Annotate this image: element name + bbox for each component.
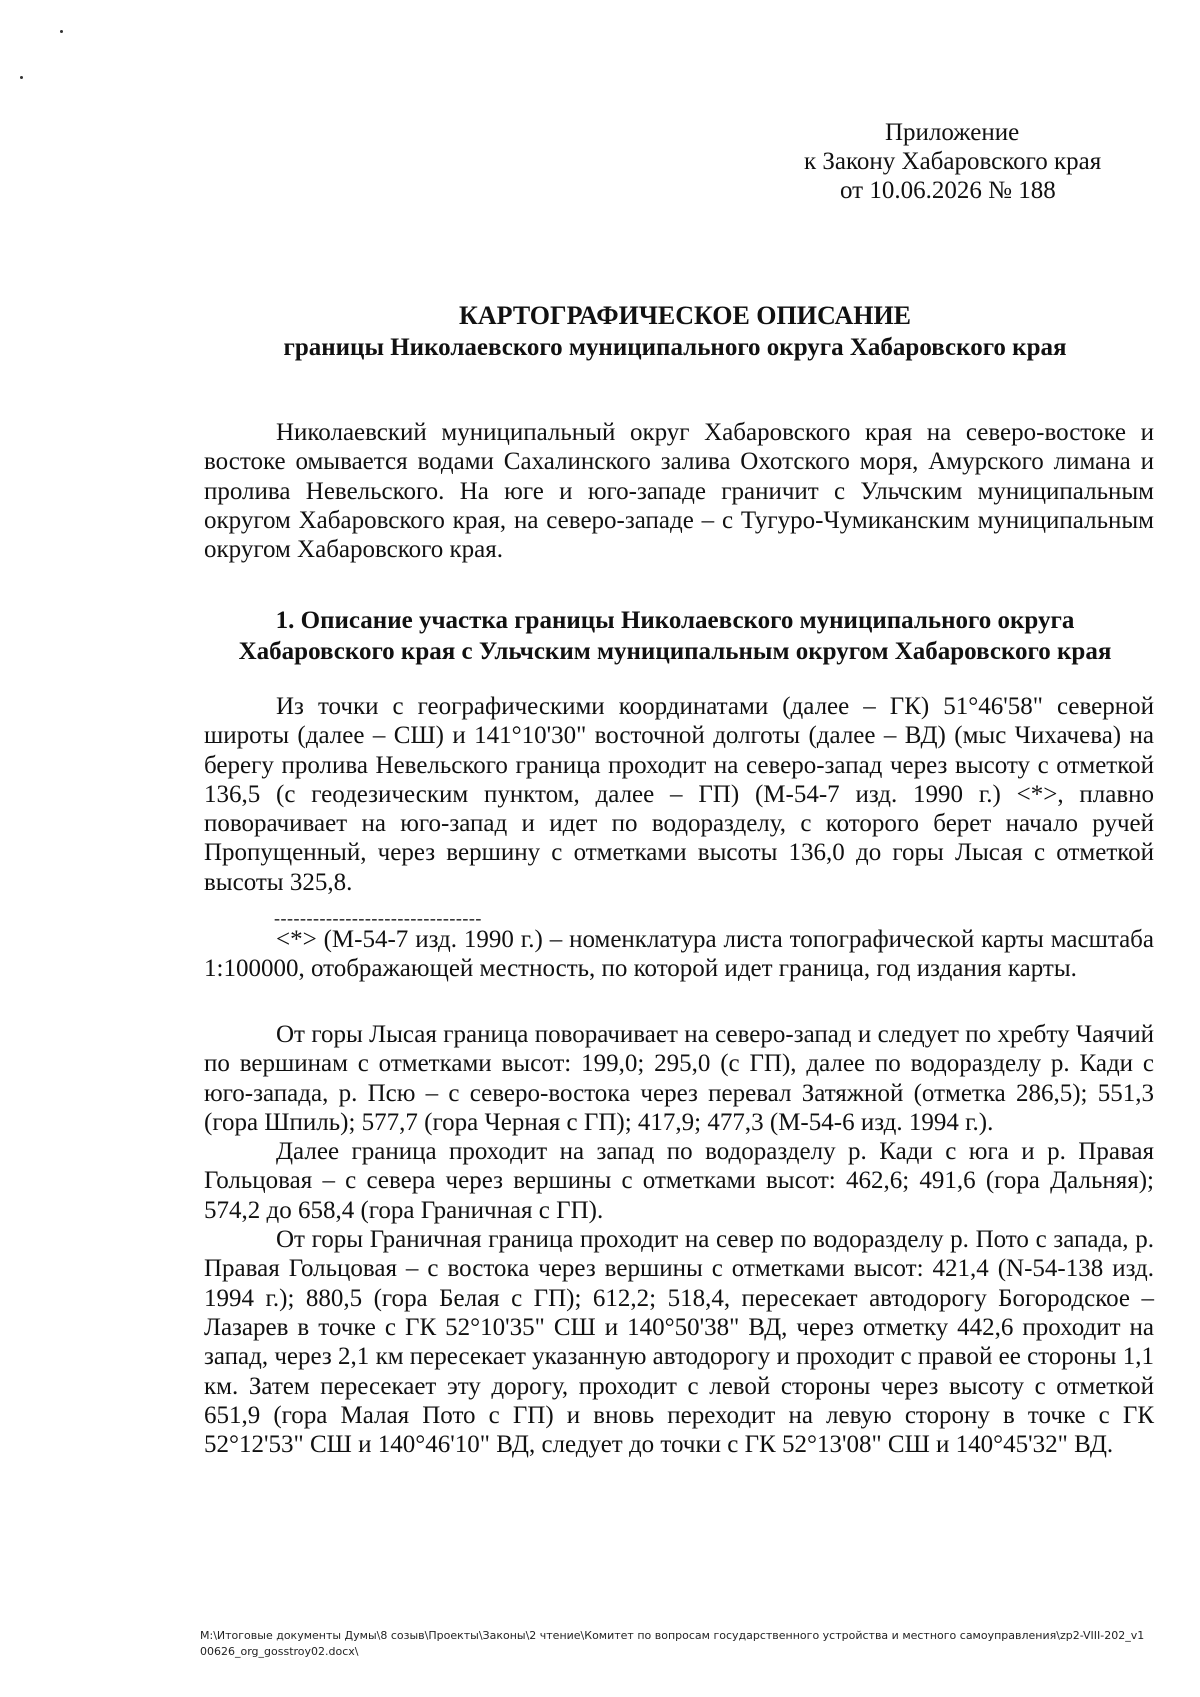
scan-speck	[60, 30, 63, 33]
appendix-label: Приложение	[885, 119, 1020, 146]
section-1-paragraph-1-block	[204, 692, 1154, 897]
footnote-divider: --------------------------------	[274, 908, 482, 928]
intro-paragraph: Николаевский муниципальный округ Хабаровского края на северо-востоке и востоке омывается водами Сахалинского залива Охотского моря, Амурского лимана и пролива Невельского. На юге и юго-западе граничит с Ульчским муниципальным округом Хабаровского края, на северо-западе – с Тугуро-Чумиканским муниципальным округом Хабаровского края.	[204, 419, 1154, 564]
appendix-header	[790, 118, 1130, 205]
appendix-law-reference: к Закону Хабаровского края	[804, 148, 1102, 175]
section-1-paragraphs-block	[204, 1020, 1154, 1459]
file-path-footer: M:\Итоговые документы Думы\8 созыв\Проекты\Законы\2 чтение\Комитет по вопросам государственного устройства и местного самоуправления\zp2-VIII-202_v100626_org_gosstroy02.docx\	[200, 1629, 1145, 1658]
title-subtitle: границы Николаевского муниципального округа Хабаровского края	[283, 334, 1067, 361]
document-title	[200, 300, 1150, 364]
scan-speck	[20, 76, 23, 79]
section-1-heading-line2: Хабаровского края с Ульчским муниципальным округом Хабаровского края	[238, 638, 1112, 665]
footnote-text: <*> (М-54-7 изд. 1990 г.) – номенклатура листа топографической карты масштаба 1:100000, отображающей местность, по которой идет граница, год издания карты.	[204, 926, 1154, 983]
title-main: КАРТОГРАФИЧЕСКОЕ ОПИСАНИЕ	[458, 301, 912, 330]
section-1-paragraph-3: Далее граница проходит на запад по водоразделу р. Кади с юга и р. Правая Гольцовая – с севера через вершины с отметками высот: 462,6; 491,6 (гора Дальняя); 574,2 до 658,4 (гора Граничная с ГП).	[204, 1138, 1154, 1224]
section-1-heading-line1: 1. Описание участка границы Николаевского муниципального округа	[275, 607, 1075, 634]
intro-section	[204, 418, 1154, 564]
appendix-date-number: от 10.06.2026 № 188	[840, 177, 1056, 204]
footnote-block	[204, 925, 1154, 984]
section-1-paragraph-2: От горы Лысая граница поворачивает на северо-запад и следует по хребту Чаячий по вершинам с отметками высот: 199,0; 295,0 (с ГП), далее по водоразделу р. Кади с юго-запада, р. Псю – с северо-востока через перевал Затяжной (отметка 286,5); 551,3 (гора Шпиль); 577,7 (гора Черная с ГП); 417,9; 477,3 (М-54-6 изд. 1994 г.).	[204, 1021, 1154, 1136]
section-1-paragraph-4: От горы Граничная граница проходит на север по водоразделу р. Пото с запада, р. Правая Гольцовая – с востока через вершины с отметками высот: 421,4 (N-54-138 изд. 1994 г.); 880,5 (гора Белая с ГП); 612,2; 518,4, пересекает автодорогу Богородское – Лазарев в точке с ГК 52°10'35" СШ и 140°50'38" ВД, через отметку 442,6 проходит на запад, через 2,1 км пересекает указанную автодорогу и проходит с правой ее стороны 1,1 км. Затем пересекает эту дорогу, проходит с левой стороны через высоту с отметкой 651,9 (гора Малая Пото с ГП) и вновь переходит на левую сторону в точке с ГК 52°12'53" СШ и 140°46'10" ВД, следует до точки с ГК 52°13'08" СШ и 140°45'32" ВД.	[204, 1226, 1154, 1459]
section-1-paragraph-1: Из точки с географическими координатами (далее – ГК) 51°46'58" северной широты (далее – СШ) и 141°10'30" восточной долготы (далее – ВД) (мыс Чихачева) на берегу пролива Невельского граница проходит на северо-запад через высоту с отметкой 136,5 (с геодезическим пунктом, далее – ГП) (М-54-7 изд. 1990 г.) <*>, плавно поворачивает на юго-запад и идет по водоразделу, с которого берет начало ручей Пропущенный, через вершину с отметками высоты 136,0 до горы Лысая с отметкой высоты 325,8.	[204, 693, 1154, 896]
section-1-heading	[200, 605, 1150, 667]
